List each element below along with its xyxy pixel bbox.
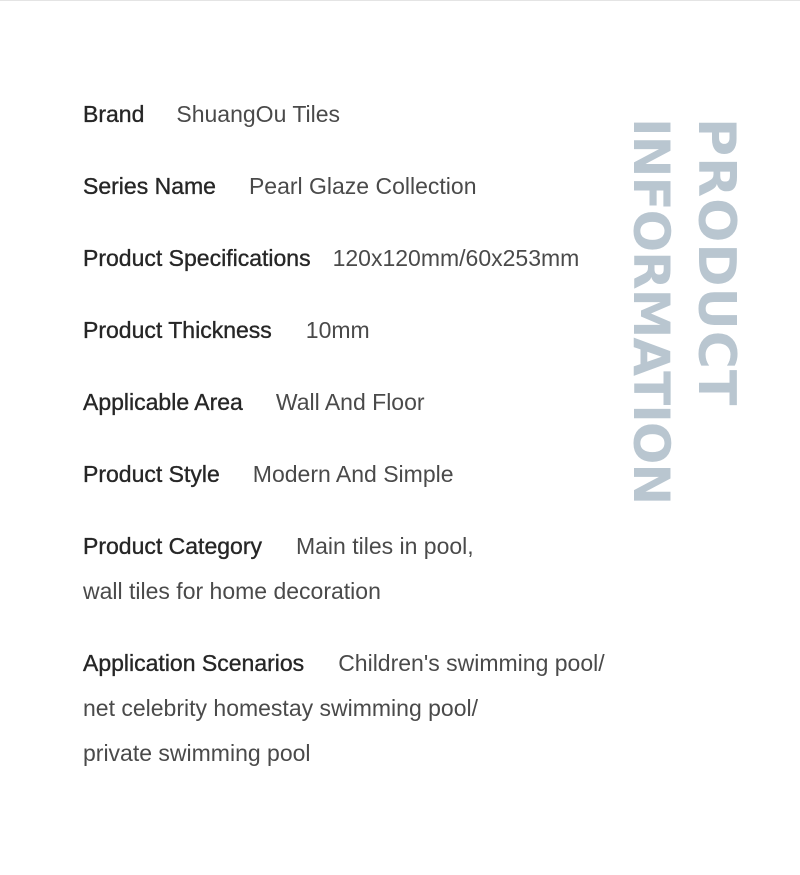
spec-row-application-scenarios	[83, 641, 605, 776]
side-title-information: INFORMATION	[622, 118, 680, 505]
spec-row-product-category	[83, 524, 474, 614]
spec-label: Applicable Area	[83, 389, 243, 415]
spec-row-product-style	[83, 452, 454, 497]
spec-value: Modern And Simple	[252, 461, 454, 487]
spec-row-product-specifications	[83, 236, 579, 281]
spec-value-continuation: private swimming pool	[83, 740, 311, 766]
side-title-product: PRODUCT	[686, 118, 746, 407]
spec-label: Series Name	[83, 173, 216, 199]
spec-row-product-thickness	[83, 308, 370, 353]
spec-label: Application Scenarios	[83, 650, 305, 676]
spec-value: Children's swimming pool/	[338, 650, 605, 676]
spec-row-series-name	[83, 164, 477, 209]
spec-label: Product Style	[83, 461, 220, 487]
spec-value-continuation: net celebrity homestay swimming pool/	[83, 695, 478, 721]
spec-value: Main tiles in pool,	[295, 533, 474, 559]
spec-value: 10mm	[305, 317, 370, 343]
spec-row-applicable-area	[83, 380, 425, 425]
spec-value: Pearl Glaze Collection	[248, 173, 477, 199]
spec-label: Product Category	[83, 533, 262, 559]
spec-label: Brand	[83, 101, 145, 127]
spec-label: Product Specifications	[83, 245, 311, 271]
spec-value: 120x120mm/60x253mm	[332, 245, 580, 271]
top-divider	[0, 0, 800, 1]
spec-value: ShuangOu Tiles	[176, 101, 341, 127]
spec-label: Product Thickness	[83, 317, 272, 343]
spec-value-continuation: wall tiles for home decoration	[83, 578, 381, 604]
spec-value: Wall And Floor	[275, 389, 425, 415]
spec-row-brand	[83, 92, 340, 137]
